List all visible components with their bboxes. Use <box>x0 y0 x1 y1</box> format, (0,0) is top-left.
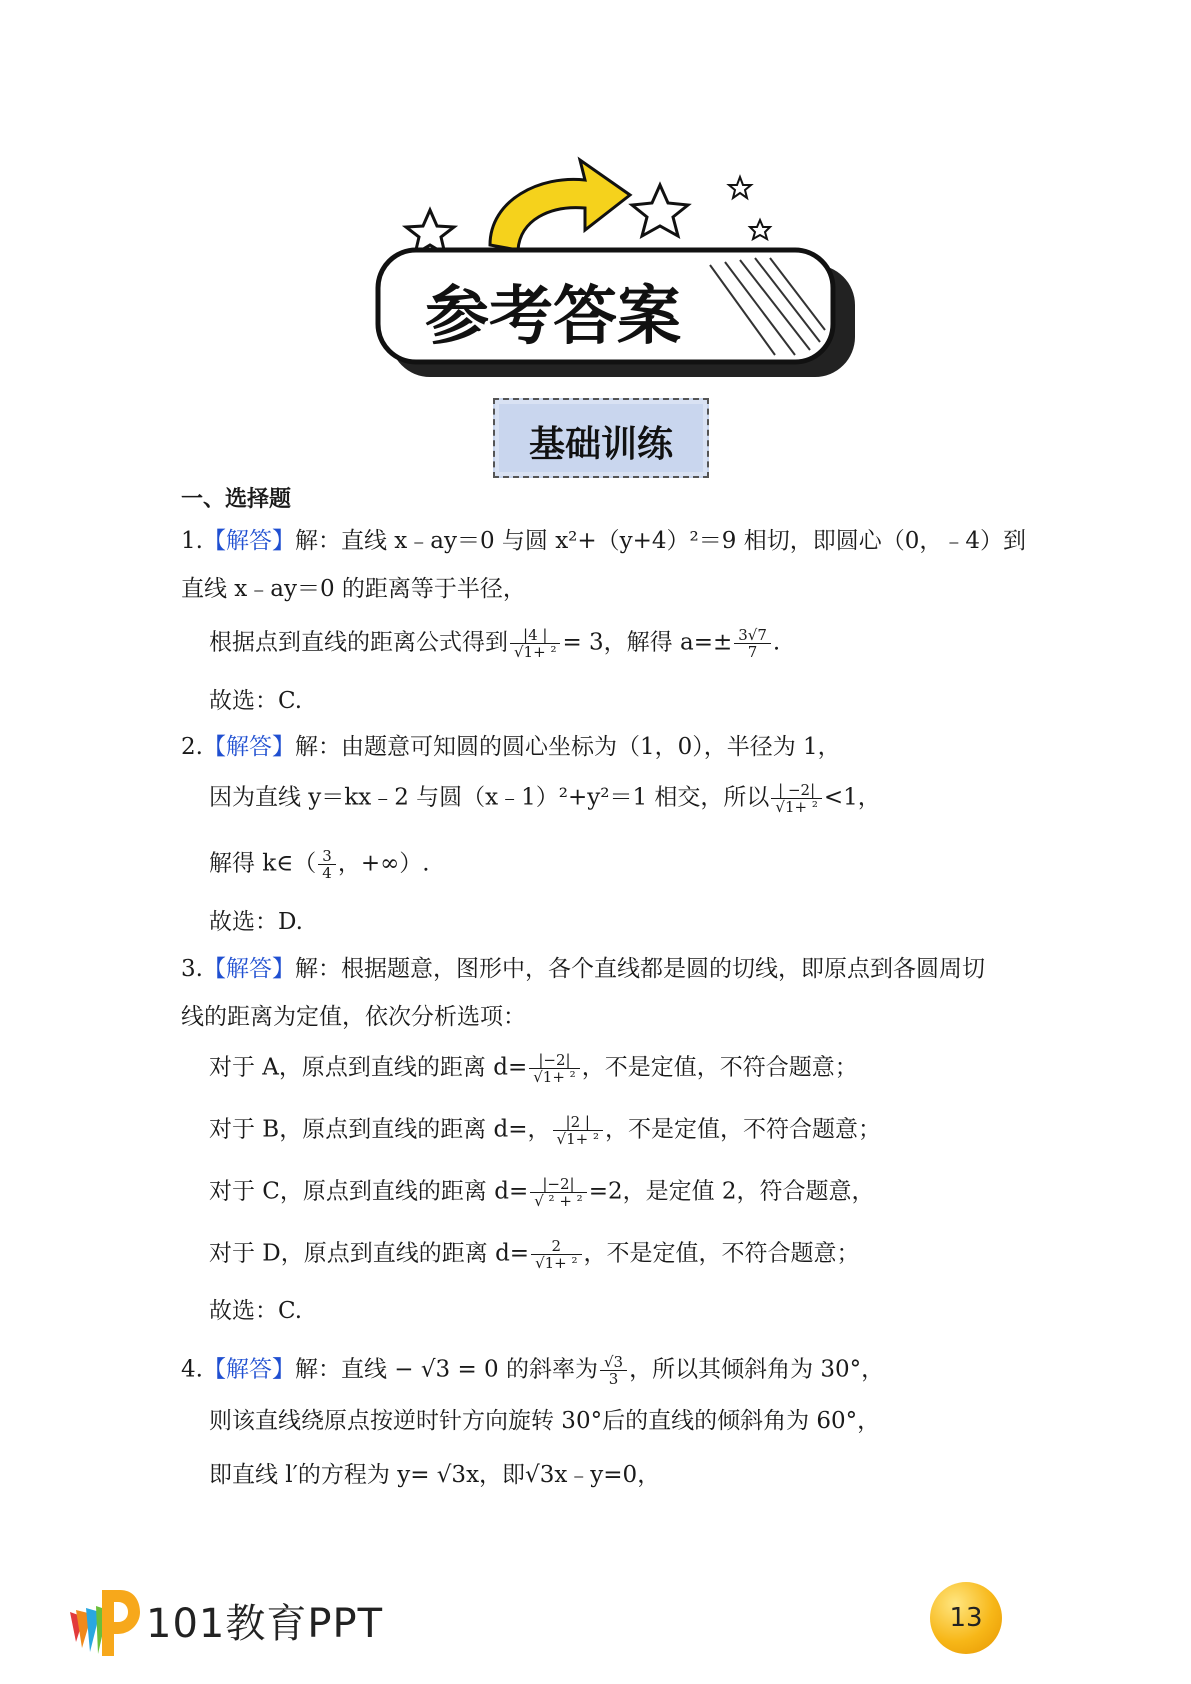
answer-banner <box>370 150 870 390</box>
brand-name: 101教育PPT <box>146 1601 384 1647</box>
q2-num: 2. <box>181 734 203 760</box>
q2-frac1-num: | −2| <box>771 782 821 799</box>
q3-d-den: √1+ ² <box>535 1254 578 1272</box>
brand-logo-icon <box>62 1582 142 1662</box>
q1-answer: 故选：C. <box>209 688 303 714</box>
q1-frac1-num: |4 | <box>510 627 560 644</box>
q1-text1: 解：直线 x﹣ay＝0 与圆 x²+（y+4）²＝9 相切，即圆心（0，﹣4）到 <box>294 528 1026 554</box>
q3-num: 3. <box>181 956 203 982</box>
q3-d-text2: ，不是定值，不符合题意； <box>583 1240 860 1267</box>
q1-line2: 直线 x﹣ay＝0 的距离等于半径， <box>181 576 526 602</box>
star-icon <box>632 185 688 236</box>
q2-frac2-den: 4 <box>322 864 332 882</box>
q3-tag: 【解答】 <box>202 956 295 982</box>
q2-text1: 解：由题意可知圆的圆心坐标为（1，0），半径为 1， <box>294 734 841 760</box>
q2-text3a: 解得 k∈（ <box>209 850 317 877</box>
q2-fraction-distance <box>771 782 821 815</box>
q1-text3c: . <box>772 629 781 656</box>
q3-b-text: 对于 B，原点到直线的距离 d=， <box>209 1116 551 1143</box>
q2-line1 <box>181 732 841 762</box>
q1-frac2-num: 3√7 <box>734 627 771 644</box>
q3-c-den: √ ² + ² <box>534 1192 583 1210</box>
q3-c-num: |−2| <box>530 1176 586 1193</box>
q3-b-num: |2 | <box>553 1114 603 1131</box>
q2-fraction-k <box>318 848 336 881</box>
q4-frac-num: √3 <box>600 1354 627 1371</box>
banner-title: 参考答案 <box>425 280 681 354</box>
section-label <box>493 398 709 478</box>
q4-tag: 【解答】 <box>202 1356 295 1383</box>
q1-tag: 【解答】 <box>202 528 295 554</box>
q3-a-den: √1+ ² <box>533 1068 576 1086</box>
q3-line2: 线的距离为定值，依次分析选项： <box>181 1004 526 1030</box>
q1-num: 1. <box>181 528 203 554</box>
q2-frac2-num: 3 <box>318 848 336 865</box>
q2-text3b: ，+∞）. <box>337 850 430 877</box>
q3-answer: 故选：C. <box>209 1298 303 1324</box>
q3-c-text: 对于 C，原点到直线的距离 d= <box>209 1178 529 1205</box>
star-icon <box>406 210 454 254</box>
q3-c-fraction <box>530 1176 586 1209</box>
q2-answer: 故选：D. <box>209 909 303 935</box>
q1-fraction-a <box>734 627 771 660</box>
q3-text1: 解：根据题意，图形中，各个直线都是圆的切线，即原点到各圆周切 <box>294 956 985 982</box>
q1-line1 <box>181 526 1026 556</box>
q2-frac1-den: √1+ ² <box>775 798 818 816</box>
q3-a-text: 对于 A，原点到直线的距离 d= <box>209 1054 528 1081</box>
q2-line2 <box>209 782 881 815</box>
q3-a-fraction <box>529 1052 579 1085</box>
q4-line2: 则该直线绕原点按逆时针方向旋转 30°后的直线的倾斜角为 60°， <box>209 1408 881 1434</box>
q3-line1 <box>181 954 985 984</box>
q3-a-text2: ，不是定值，不符合题意； <box>581 1054 858 1081</box>
q4-line3: 即直线 l′的方程为 y= √3x，即√3x﹣y=0， <box>209 1462 661 1488</box>
q3-c-text2: =2，是定值 2，符合题意， <box>588 1178 875 1205</box>
q3-d-num: 2 <box>531 1238 581 1255</box>
q1-frac1-den: √1+ ² <box>514 643 557 661</box>
q3-option-b <box>209 1114 881 1147</box>
section-label-text: 基础训练 <box>528 424 673 465</box>
q3-b-text2: ，不是定值，不符合题意； <box>604 1116 881 1143</box>
q4-frac-den: 3 <box>608 1370 619 1388</box>
q2-text2a: 因为直线 y＝kx﹣2 与圆（x﹣1）²+y²＝1 相交，所以 <box>209 784 770 811</box>
q2-text2b: <1， <box>823 784 881 811</box>
q4-fraction-slope <box>600 1354 627 1387</box>
q3-d-text: 对于 D，原点到直线的距离 d= <box>209 1240 530 1267</box>
q3-b-den: √1+ ² <box>556 1130 599 1148</box>
question-heading: 一、选择题 <box>181 487 292 512</box>
q1-text3a: 根据点到直线的距离公式得到 <box>209 629 508 656</box>
q1-fraction-distance <box>510 627 560 660</box>
q4-num: 4. <box>181 1356 203 1383</box>
q3-option-c <box>209 1176 875 1209</box>
q3-option-a <box>209 1052 858 1085</box>
q4-line1 <box>181 1354 884 1387</box>
q1-line3 <box>209 627 780 660</box>
q3-b-fraction <box>553 1114 603 1147</box>
page-number: 13 <box>930 1582 1002 1654</box>
q1-frac2-den: 7 <box>747 643 758 661</box>
q2-tag: 【解答】 <box>202 734 295 760</box>
q4-text1b: ，所以其倾斜角为 30°， <box>629 1356 885 1383</box>
q1-text3b: = 3，解得 a=± <box>562 629 733 656</box>
q3-option-d <box>209 1238 860 1271</box>
q3-d-fraction <box>531 1238 581 1271</box>
q3-a-num: |−2| <box>529 1052 579 1069</box>
q2-line3 <box>209 848 430 881</box>
q4-text1a: 解：直线 − √3 = 0 的斜率为 <box>294 1356 598 1383</box>
